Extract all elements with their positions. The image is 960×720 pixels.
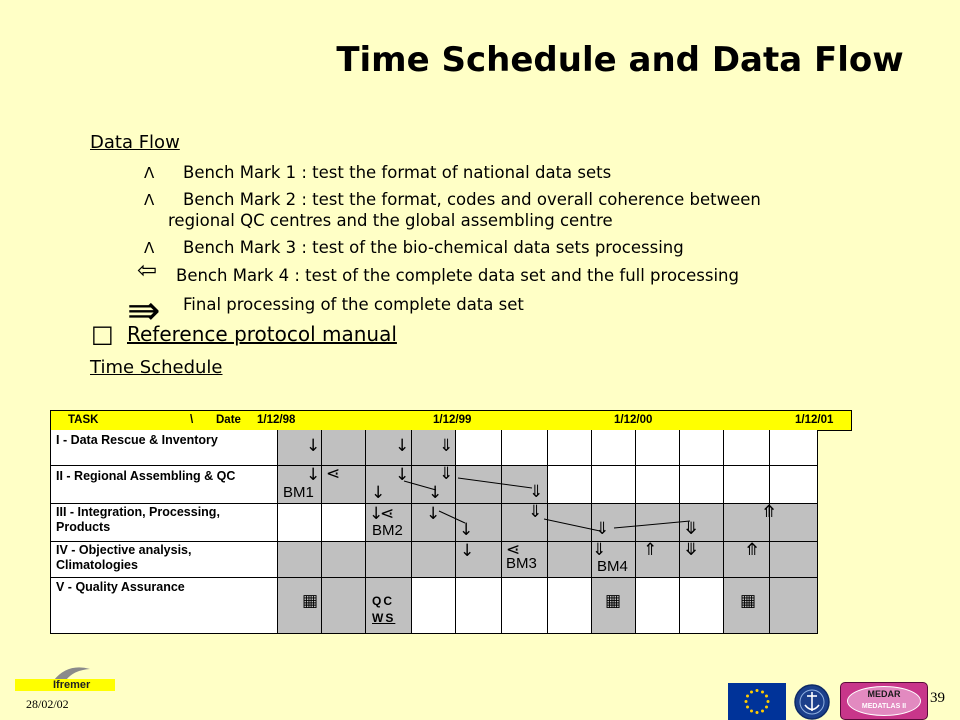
schedule-cell xyxy=(680,466,724,504)
schedule-cell xyxy=(724,466,770,504)
medar-logo-title: MEDAR xyxy=(867,689,901,699)
schedule-cell xyxy=(548,430,592,466)
benchmark-label: BM4 xyxy=(597,558,628,575)
feedback-arrow-icon: ⋖ xyxy=(380,504,395,524)
down-arrow-icon: ↓ xyxy=(459,520,474,540)
task-label: III - Integration, Processing, xyxy=(56,505,220,519)
schedule-cell xyxy=(724,430,770,466)
double-down-arrow-icon: ⇓ xyxy=(439,436,454,456)
down-arrow-icon: ↓ xyxy=(306,436,321,456)
schedule-cell xyxy=(680,430,724,466)
medar-logo xyxy=(840,682,928,720)
schedule-cell xyxy=(680,578,724,634)
bench-mark-3-text: Bench Mark 3 : test of the bio-chemical data sets processing xyxy=(183,238,684,257)
document-icon: ▦ xyxy=(740,591,757,611)
double-down-arrow-icon: ⇓ xyxy=(439,464,454,484)
bench-mark-4-text: Bench Mark 4 : test of the complete data set and the full processing xyxy=(176,266,739,285)
task-header: TASK xyxy=(68,414,99,426)
schedule-cell xyxy=(456,466,502,504)
down-arrow-icon: ↓ xyxy=(426,504,441,524)
reference-protocol-manual: Reference protocol manual xyxy=(127,322,397,346)
benchmark-label: BM2 xyxy=(372,522,403,539)
task-row-5 xyxy=(50,578,278,634)
schedule-cell xyxy=(592,430,636,466)
schedule-cell xyxy=(278,542,322,578)
schedule-cell xyxy=(592,466,636,504)
down-arrow-icon: ↓ xyxy=(371,483,386,503)
schedule-cell xyxy=(636,430,680,466)
schedule-cell xyxy=(770,542,818,578)
bullet-icon: Ʌ xyxy=(144,191,155,209)
document-icon: ▦ xyxy=(605,591,622,611)
schedule-cell xyxy=(412,578,456,634)
double-up-arrow-icon: ⇑ xyxy=(643,540,658,560)
date-tick: 1/12/98 xyxy=(257,414,296,426)
schedule-cell xyxy=(548,504,592,542)
schedule-cell xyxy=(770,430,818,466)
schedule-cell xyxy=(770,466,818,504)
left-arrow-icon: ⇦ xyxy=(137,256,158,284)
schedule-cell xyxy=(278,504,322,542)
final-processing-text: Final processing of the complete data set xyxy=(183,295,524,314)
double-down-arrow-icon: ⇓ xyxy=(592,540,607,560)
task-row-1 xyxy=(50,430,278,466)
bullet-icon: Ʌ xyxy=(144,239,155,257)
square-bullet-icon: □ xyxy=(91,320,114,348)
page-number: 39 xyxy=(930,690,945,706)
bench-mark-2-text: Bench Mark 2 : test the format, codes and overall coherence between xyxy=(183,190,761,209)
down-arrow-icon: ↓ xyxy=(395,436,410,456)
task-label: IV - Objective analysis, xyxy=(56,543,192,557)
date-tick: 1/12/99 xyxy=(433,414,472,426)
header-separator: \ xyxy=(190,414,194,426)
task-row-4 xyxy=(50,542,278,578)
medar-logo-subtitle: MEDATLAS II xyxy=(861,703,907,710)
task-label-line-2: Products xyxy=(56,520,111,534)
schedule-cell xyxy=(502,578,548,634)
schedule-cell xyxy=(548,466,592,504)
bullet-icon: Ʌ xyxy=(144,164,155,182)
triple-right-arrow-icon: ⇛ xyxy=(127,288,161,334)
down-arrow-icon: ↓ xyxy=(428,483,443,503)
schedule-cell xyxy=(366,542,412,578)
benchmark-label: BM1 xyxy=(283,484,314,501)
feedback-arrow-icon: ⋖ xyxy=(506,540,521,560)
bench-mark-2-continuation: regional QC centres and the global assembling centre xyxy=(168,211,613,230)
task-label-line-2: Climatologies xyxy=(56,558,138,572)
down-arrow-icon: ↓ xyxy=(460,541,475,561)
task-row-3 xyxy=(50,504,278,542)
schedule-cell xyxy=(322,430,366,466)
triple-down-arrow-icon: ⤋ xyxy=(684,540,699,560)
triple-down-arrow-icon: ⤋ xyxy=(684,519,699,539)
slide-title: Time Schedule and Data Flow xyxy=(336,40,904,80)
qc-label: QC xyxy=(372,594,394,608)
down-arrow-icon: ↓ xyxy=(395,465,410,485)
round-emblem-logo xyxy=(792,684,832,720)
schedule-cell xyxy=(548,542,592,578)
schedule-cell xyxy=(456,578,502,634)
schedule-cell xyxy=(322,542,366,578)
eu-flag-logo xyxy=(728,683,786,720)
task-label: V - Quality Assurance xyxy=(56,580,185,594)
schedule-table-header xyxy=(50,410,852,431)
schedule-cell xyxy=(502,430,548,466)
date-tick: 1/12/00 xyxy=(614,414,653,426)
slide-date: 28/02/02 xyxy=(26,697,69,711)
schedule-cell xyxy=(548,578,592,634)
ifremer-logo-text: Ifremer xyxy=(53,679,91,691)
triple-up-arrow-icon: ⤊ xyxy=(762,502,777,522)
down-arrow-icon: ↓ xyxy=(306,465,321,485)
schedule-cell xyxy=(412,542,456,578)
task-label: I - Data Rescue & Inventory xyxy=(56,433,218,447)
benchmark-label: BM3 xyxy=(506,555,537,572)
schedule-cell xyxy=(322,504,366,542)
feedback-arrow-icon: ⋖ xyxy=(326,464,341,484)
schedule-cell xyxy=(770,504,818,542)
schedule-cell xyxy=(770,578,818,634)
date-header: Date xyxy=(216,414,241,426)
schedule-cell xyxy=(636,466,680,504)
triple-up-arrow-icon: ⤊ xyxy=(745,540,760,560)
double-down-arrow-icon: ⇓ xyxy=(595,519,610,539)
task-row-2 xyxy=(50,466,278,504)
down-arrow-icon: ↓ xyxy=(369,504,384,524)
date-tick: 1/12/01 xyxy=(795,414,834,426)
bench-mark-1-text: Bench Mark 1 : test the format of national data sets xyxy=(183,163,612,182)
double-down-arrow-icon: ⇓ xyxy=(529,482,544,502)
schedule-cell xyxy=(456,430,502,466)
document-icon: ▦ xyxy=(302,591,319,611)
ws-label: WS xyxy=(372,611,396,625)
schedule-cell xyxy=(322,578,366,634)
schedule-cell xyxy=(636,578,680,634)
double-down-arrow-icon: ⇓ xyxy=(528,502,543,522)
task-label: II - Regional Assembling & QC xyxy=(56,469,236,483)
schedule-cell xyxy=(636,504,680,542)
data-flow-heading: Data Flow xyxy=(90,132,180,153)
time-schedule-heading: Time Schedule xyxy=(90,357,223,378)
